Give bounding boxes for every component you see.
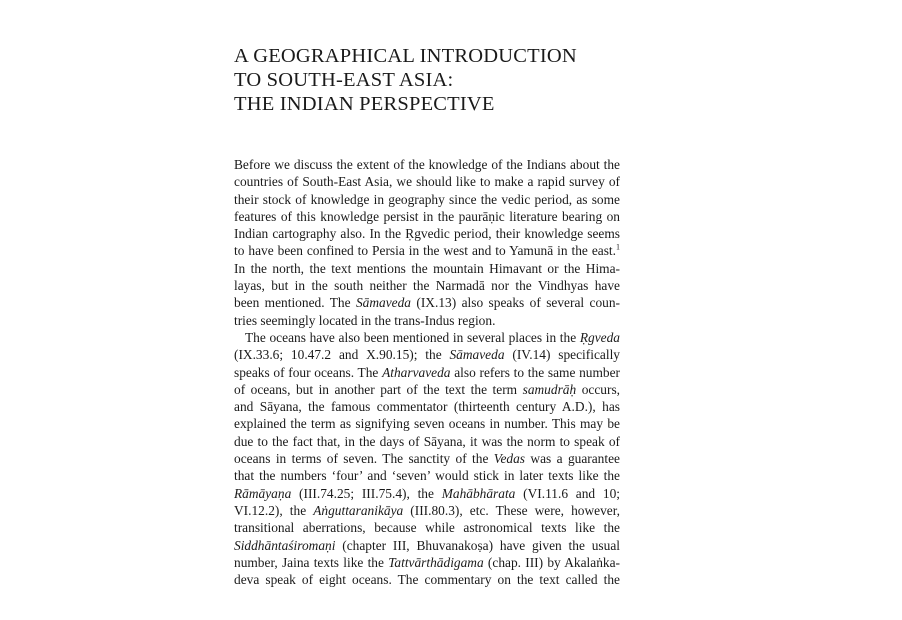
italic-term: Mahābhārata <box>441 485 516 501</box>
text-run: layas, but in the south neither the Narmadā nor the Vindhyas have <box>234 278 620 294</box>
body-text <box>234 156 620 588</box>
text-line <box>234 208 620 225</box>
text-line <box>234 502 620 519</box>
text-run: (IV.14) specifically <box>504 347 620 363</box>
text-run: VI.12.2), the <box>234 502 314 518</box>
text-run: (III.74.25; III.75.4), the <box>291 485 442 501</box>
text-run: occurs, <box>576 381 620 397</box>
text-run: Before we discuss the extent of the knowledge of the Indians about the <box>234 157 620 172</box>
text-line <box>234 519 620 536</box>
text-run: The oceans have also been mentioned in several places in the <box>245 329 580 345</box>
footnote-marker: 1 <box>616 243 620 253</box>
text-run: was a guarantee <box>525 451 620 467</box>
text-line <box>234 554 620 571</box>
italic-term: Siddhāntaśiromaṇi <box>234 537 336 553</box>
text-run: (IX.13) also speaks of several coun- <box>410 295 620 311</box>
text-run: (VI.11.6 and 10; <box>515 485 620 501</box>
text-line <box>234 485 620 502</box>
text-run: due to the fact that, in the days of Sāyana, it was the norm to speak of <box>234 433 620 449</box>
text-line <box>234 571 620 588</box>
text-run: number, Jaina texts like the <box>234 554 389 570</box>
text-run: tries seemingly located in the trans-Indus region. <box>234 312 496 328</box>
text-run: that the numbers ‘four’ and ‘seven’ would stick in later texts like the <box>234 468 620 484</box>
text-line <box>234 364 620 381</box>
title-line-2: TO SOUTH-EAST ASIA: <box>234 69 454 91</box>
text-run: transitional aberrations, because while astronomical texts like the <box>234 520 620 536</box>
text-line <box>234 467 620 484</box>
chapter-title <box>234 44 654 116</box>
text-line <box>234 277 620 294</box>
italic-term: Aṅguttaranikāya <box>313 502 404 518</box>
text-run: speaks of four oceans. The <box>234 364 383 380</box>
italic-term: Rāmāyaṇa <box>234 485 292 501</box>
text-line <box>234 156 620 173</box>
text-run: deva speak of eight oceans. The commentary on the text called the <box>234 572 620 588</box>
text-line <box>234 260 620 277</box>
text-line <box>234 225 620 242</box>
text-run: oceans in terms of seven. The sanctity of the <box>234 451 494 467</box>
italic-term: Ṛgveda <box>579 329 620 345</box>
text-run: (chapter III, Bhuvanakoṣa) have given the usual <box>335 537 620 553</box>
text-line <box>234 398 620 415</box>
italic-term: Vedas <box>493 451 526 467</box>
text-run: their stock of knowledge in geography since the vedic period, as some <box>234 191 620 207</box>
text-run: (chap. III) by Akalaṅka- <box>483 554 620 570</box>
text-line <box>234 329 620 346</box>
text-line <box>234 346 620 363</box>
text-line <box>234 415 620 432</box>
text-run: (III.80.3), etc. These were, however, <box>403 502 620 518</box>
text-line <box>234 381 620 398</box>
text-run: and Sāyana, the famous commentator (thirteenth century A.D.), has <box>234 399 620 415</box>
text-line <box>234 242 620 259</box>
text-line <box>234 173 620 190</box>
text-run: been mentioned. The <box>234 295 356 311</box>
text-run: features of this knowledge persist in the paurāṇic literature bearing on <box>234 208 620 224</box>
text-run: of oceans, but in another part of the text the term <box>234 381 523 397</box>
text-run: countries of South-East Asia, we should like to make a rapid survey of <box>234 174 620 190</box>
italic-term: Atharvaveda <box>382 364 451 380</box>
text-run: to have been confined to Persia in the west and to Yamunā in the east. <box>234 243 616 259</box>
text-run: In the north, the text mentions the mountain Himavant or the Hima- <box>234 260 620 276</box>
title-line-1: A GEOGRAPHICAL INTRODUCTION <box>234 45 577 67</box>
text-run: explained the term as signifying seven oceans in number. This may be <box>234 416 620 432</box>
text-run: Indian cartography also. In the Ṛgvedic period, their knowledge seems <box>234 226 620 242</box>
text-line <box>234 433 620 450</box>
italic-term: Sāmaveda <box>449 347 505 363</box>
italic-term: Tattvārthādigama <box>388 554 484 570</box>
title-line-3: THE INDIAN PERSPECTIVE <box>234 93 495 115</box>
text-line <box>234 537 620 554</box>
text-line <box>234 294 620 311</box>
text-line <box>234 191 620 208</box>
text-line <box>234 312 620 329</box>
text-line <box>234 450 620 467</box>
italic-term: Sāmaveda <box>355 295 411 311</box>
text-run: also refers to the same number <box>450 364 620 380</box>
italic-term: samudrāḥ <box>522 381 577 397</box>
text-run: (IX.33.6; 10.47.2 and X.90.15); the <box>234 347 450 363</box>
